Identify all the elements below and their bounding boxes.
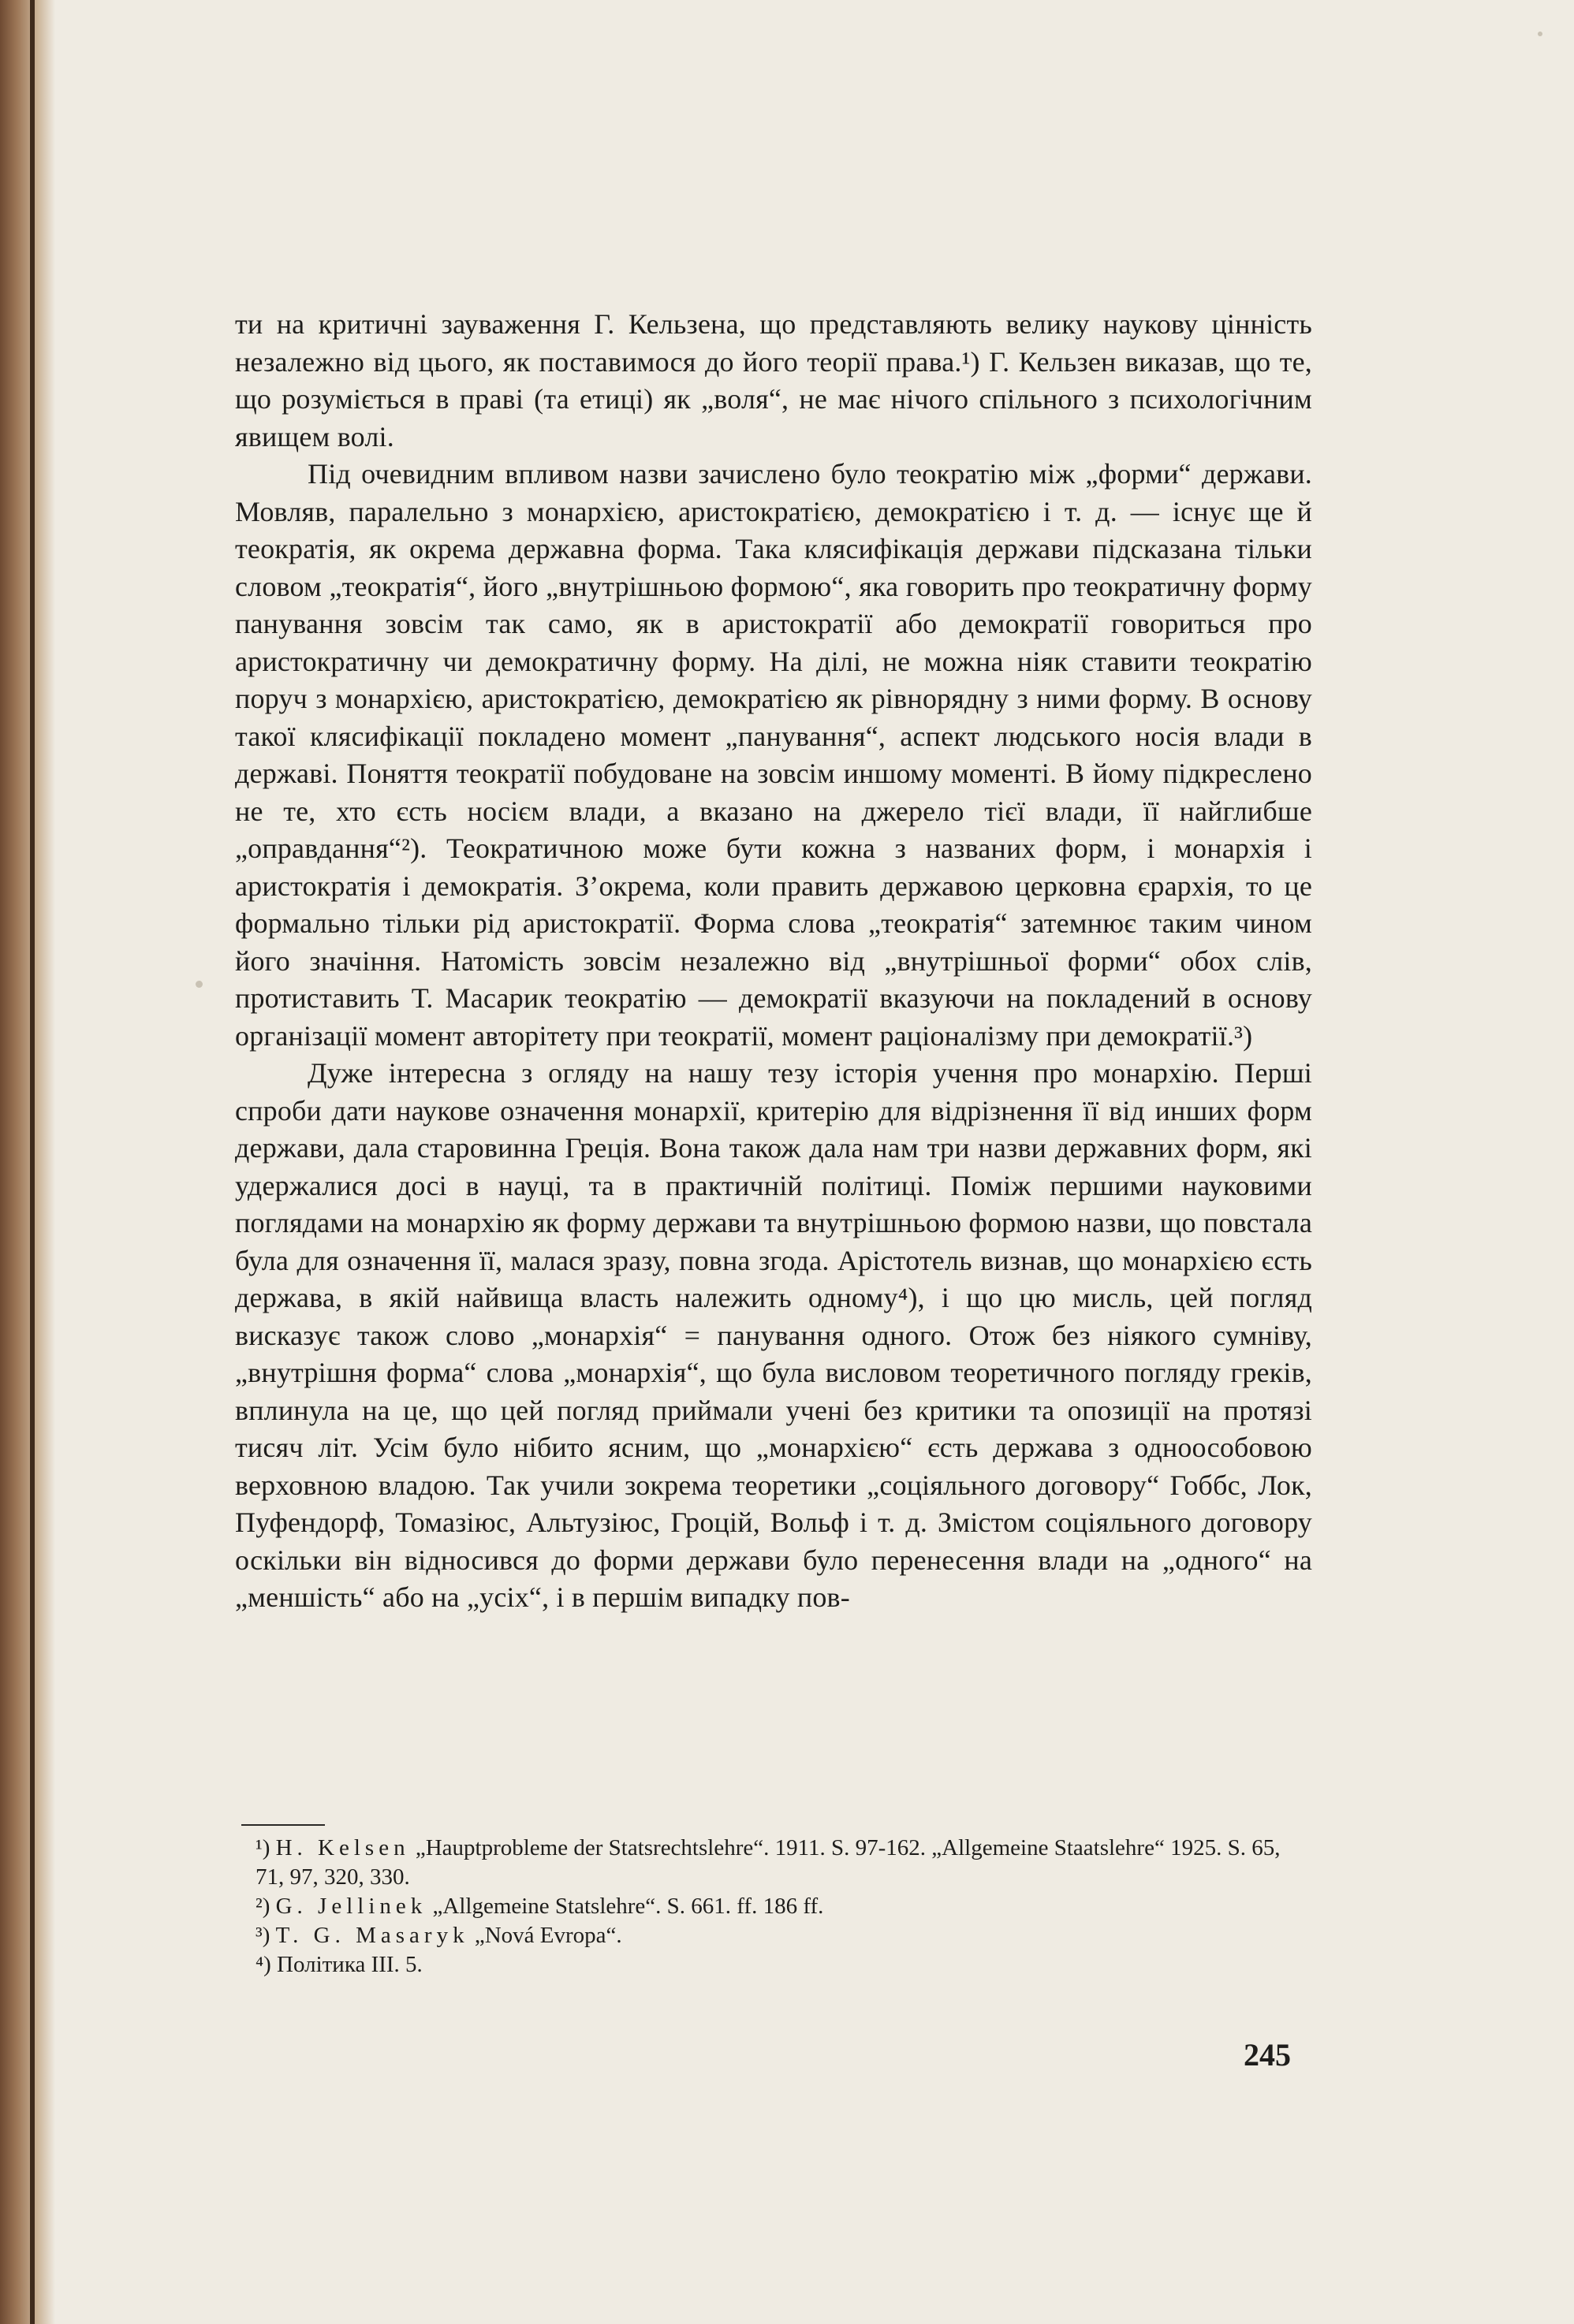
footnote [255, 1834, 1296, 1892]
body-paragraph: Під очевидним впливом назви зачислено було теократію між „форми“ держави. Мовляв, паралельно з монархією, аристократією, демократією і т. д. — існує ще й теократія, як окрема державна форма. Така клясифікація держави підсказана тільки словом „теократія“, його „внутрішньою формою“, яка говорить про теократичну форму панування зовсім так само, як в аристократії або демократії говориться про аристократичну чи демократичну форму. На ділі, не можна ніяк ставити теократію поруч з монархією, аристократією, демократією як рівнорядну з ними форму. В основу такої клясифікації покладено момент „панування“, аспект людського носія влади в державі. Поняття теократії побудоване на зовсім иншому моменті. В йому підкреслено не те, хто єсть носієм влади, а вказано на джерело тієї влади, її найглибше „оправдання“²). Теократичною може бути кожна з названих форм, і монархія і аристократія і демократія. З’окрема, коли править державою церковна єрархія, то це формально тільки рід аристократії. Форма слова „теократія“ затемнює таким чином його значіння. Натомість зовсім незалежно від „внутрішньої форми“ обох слів, протиставить Т. Масарик теократію — демократії вказуючи на покладений в основу організації момент авторітету при теократії, момент раціоналізму при демократії.³) [235, 458, 1312, 1052]
footnote-author: H. Kelsen [275, 1835, 410, 1860]
footnote-separator [241, 1824, 325, 1826]
footnote-author: G. Jellinek [275, 1894, 427, 1919]
body-paragraph: Дуже інтересна з огляду на нашу тезу історія учення про монархію. Перші спроби дати наукове означення монархії, критерію для відрізнення її від инших форм держави, дала старовинна Греція. Вона також дала нам три назви державних форм, які удержалися досі в науці, та в практичній політиці. Поміж першими науковими поглядами на монархію як форму держави та внутрішньою формою назви, що повстала була для означення її, малася зразу, повна згода. Арістотель визнав, що монархією єсть держава, в якій найвища власть належить одному⁴), і що цю мисль, цей погляд висказує також слово „монархія“ = панування одного. Отож без ніякого сумніву, „внутрішня форма“ слова „монархія“, що була висловом теоретичного погляду греків, вплинула на це, що цей погляд приймали учені без критики та опозиції на протязі тисяч літ. Усім було нібито ясним, що „монархією“ єсть держава з одноособовою верховною владою. Так учили зокрема теоретики „соціяльного договору“ Гоббс, Лок, Пуфендорф, Томазіюс, Альтузіюс, Гроцій, Вольф і т. д. Змістом соціяльного договору оскільки він відносився до форми держави було перенесення влади на „одного“ на „меншість“ або на „усіх“, і в першім випадку пов- [235, 1057, 1312, 1613]
paper-speck [1538, 32, 1542, 36]
page-number: 245 [1244, 2037, 1291, 2073]
book-binding-edge [0, 0, 55, 2324]
footnote-text: „Allgemeine Statslehre“. S. 661. ff. 186 ff. [432, 1894, 824, 1919]
footnote-text: „Hauptprobleme der Statsrechtslehre“. 1911. S. 97-162. „Allgemeine Staatslehre“ 1925. S. 65, 71, 97, 320, 330. [255, 1835, 1281, 1890]
book-binding-line [30, 0, 35, 2324]
body-paragraph: ти на критичні зауваження Г. Кельзена, що представляють велику наукову цінність незалежно від цього, як поставимося до його теорії права.¹) Г. Кельзен виказав, що те, що розуміється в праві (та етиці) як „воля“, не має нічого спільного з психологічним явищем волі. [235, 308, 1312, 453]
footnote [255, 1921, 1296, 1950]
footnotes [255, 1834, 1296, 1979]
footnote-text: „Nová Evropa“. [474, 1923, 622, 1948]
main-text [235, 306, 1312, 1617]
footnote [255, 1950, 1296, 1979]
footnote-mark: ¹) [255, 1835, 270, 1860]
footnote-author: T. G. Masaryk [275, 1923, 469, 1948]
footnote [255, 1892, 1296, 1921]
footnote-mark: ²) [255, 1894, 270, 1919]
footnote-text: Політика III. 5. [277, 1952, 423, 1977]
footnote-mark: ³) [255, 1923, 270, 1948]
footnote-mark: ⁴) [255, 1952, 271, 1977]
paper-speck [196, 981, 203, 988]
